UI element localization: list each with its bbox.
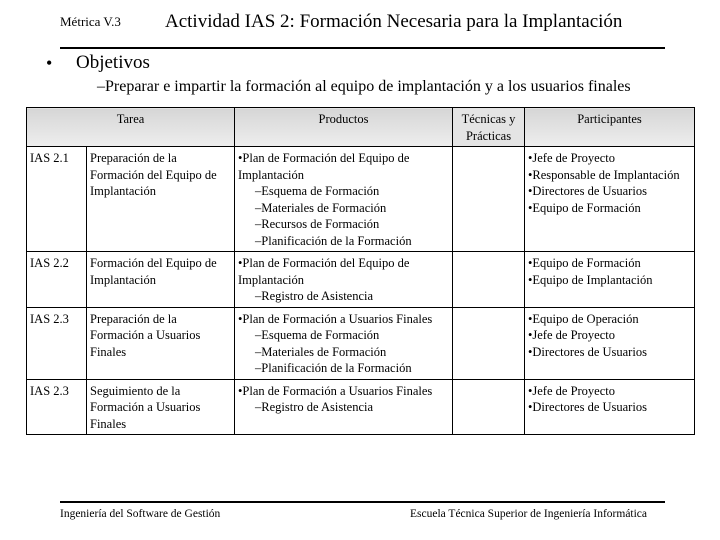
header-rule [60, 47, 665, 49]
product-subitem: –Planificación de la Formación [255, 233, 412, 248]
task-name: Formación del Equipo de Implantación [87, 252, 235, 308]
table-header-row [27, 108, 695, 147]
participants-cell [525, 307, 695, 379]
activity-table [26, 107, 695, 435]
participant-item: •Equipo de Implantación [528, 272, 653, 287]
techniques-cell [453, 252, 525, 308]
techniques-cell [453, 379, 525, 435]
participant-item: •Directores de Usuarios [528, 400, 647, 414]
product-item: •Plan de Formación a Usuarios Finales [238, 383, 433, 398]
participant-item: •Directores de Usuarios [528, 184, 647, 198]
product-item: •Plan de Formación a Usuarios Finales [238, 311, 433, 326]
header-task: Tarea [27, 108, 235, 147]
header-techniques: Técnicas y Prácticas [453, 108, 525, 147]
table-row [27, 307, 695, 379]
product-subitem: –Materiales de Formación [255, 200, 387, 215]
products-cell [235, 147, 453, 252]
techniques-cell [453, 307, 525, 379]
task-name: Seguimiento de la Formación a Usuarios Finales [87, 379, 235, 435]
product-subitem: –Planificación de la Formación [255, 361, 412, 375]
table-row [27, 379, 695, 435]
task-name: Preparación de la Formación del Equipo de Implantación [87, 147, 235, 252]
participant-item: •Directores de Usuarios [528, 344, 647, 359]
product-subitem: –Esquema de Formación [255, 328, 380, 342]
participant-item: •Equipo de Formación [528, 200, 641, 215]
product-subitem: –Esquema de Formación [255, 184, 380, 198]
product-subitem: –Recursos de Formación [255, 217, 380, 231]
task-id: IAS 2.3 [27, 379, 87, 435]
participant-item: •Jefe de Proyecto [528, 151, 615, 165]
task-id: IAS 2.1 [27, 147, 87, 252]
participants-cell [525, 147, 695, 252]
header-products: Productos [235, 108, 453, 147]
header-participants: Participantes [525, 108, 695, 147]
products-cell [235, 252, 453, 308]
footer-course: Ingeniería del Software de Gestión [60, 508, 221, 520]
product-subitem: –Registro de Asistencia [255, 289, 374, 303]
task-id: IAS 2.3 [27, 307, 87, 379]
footer-rule [60, 501, 665, 503]
product-item: •Plan de Formación del Equipo de Implantación [238, 256, 410, 287]
task-id: IAS 2.2 [27, 252, 87, 308]
product-subitem: –Registro de Asistencia [255, 400, 374, 414]
participant-item: •Jefe de Proyecto [528, 328, 615, 342]
participant-item: •Equipo de Operación [528, 311, 639, 326]
table-row [27, 252, 695, 308]
slide-title: Actividad IAS 2: Formación Necesaria para la Implantación [165, 11, 623, 32]
product-subitem: –Materiales de Formación [255, 344, 387, 359]
objectives-heading: Objetivos [76, 52, 150, 73]
objectives-bullet: • [46, 53, 53, 73]
participants-cell [525, 379, 695, 435]
participant-item: •Responsable de Implantación [528, 167, 680, 182]
footer-school: Escuela Técnica Superior de Ingeniería Informática [410, 508, 648, 520]
table-row [27, 147, 695, 252]
methodology-version: Métrica V.3 [60, 14, 121, 29]
techniques-cell [453, 147, 525, 252]
participant-item: •Jefe de Proyecto [528, 383, 615, 398]
products-cell [235, 307, 453, 379]
products-cell [235, 379, 453, 435]
participant-item: •Equipo de Formación [528, 256, 641, 270]
objective-item: –Preparar e impartir la formación al equipo de implantación y a los usuarios finales [97, 78, 631, 95]
product-item: •Plan de Formación del Equipo de Implantación [238, 151, 410, 182]
task-name: Preparación de la Formación a Usuarios Finales [87, 307, 235, 379]
participants-cell [525, 252, 695, 308]
